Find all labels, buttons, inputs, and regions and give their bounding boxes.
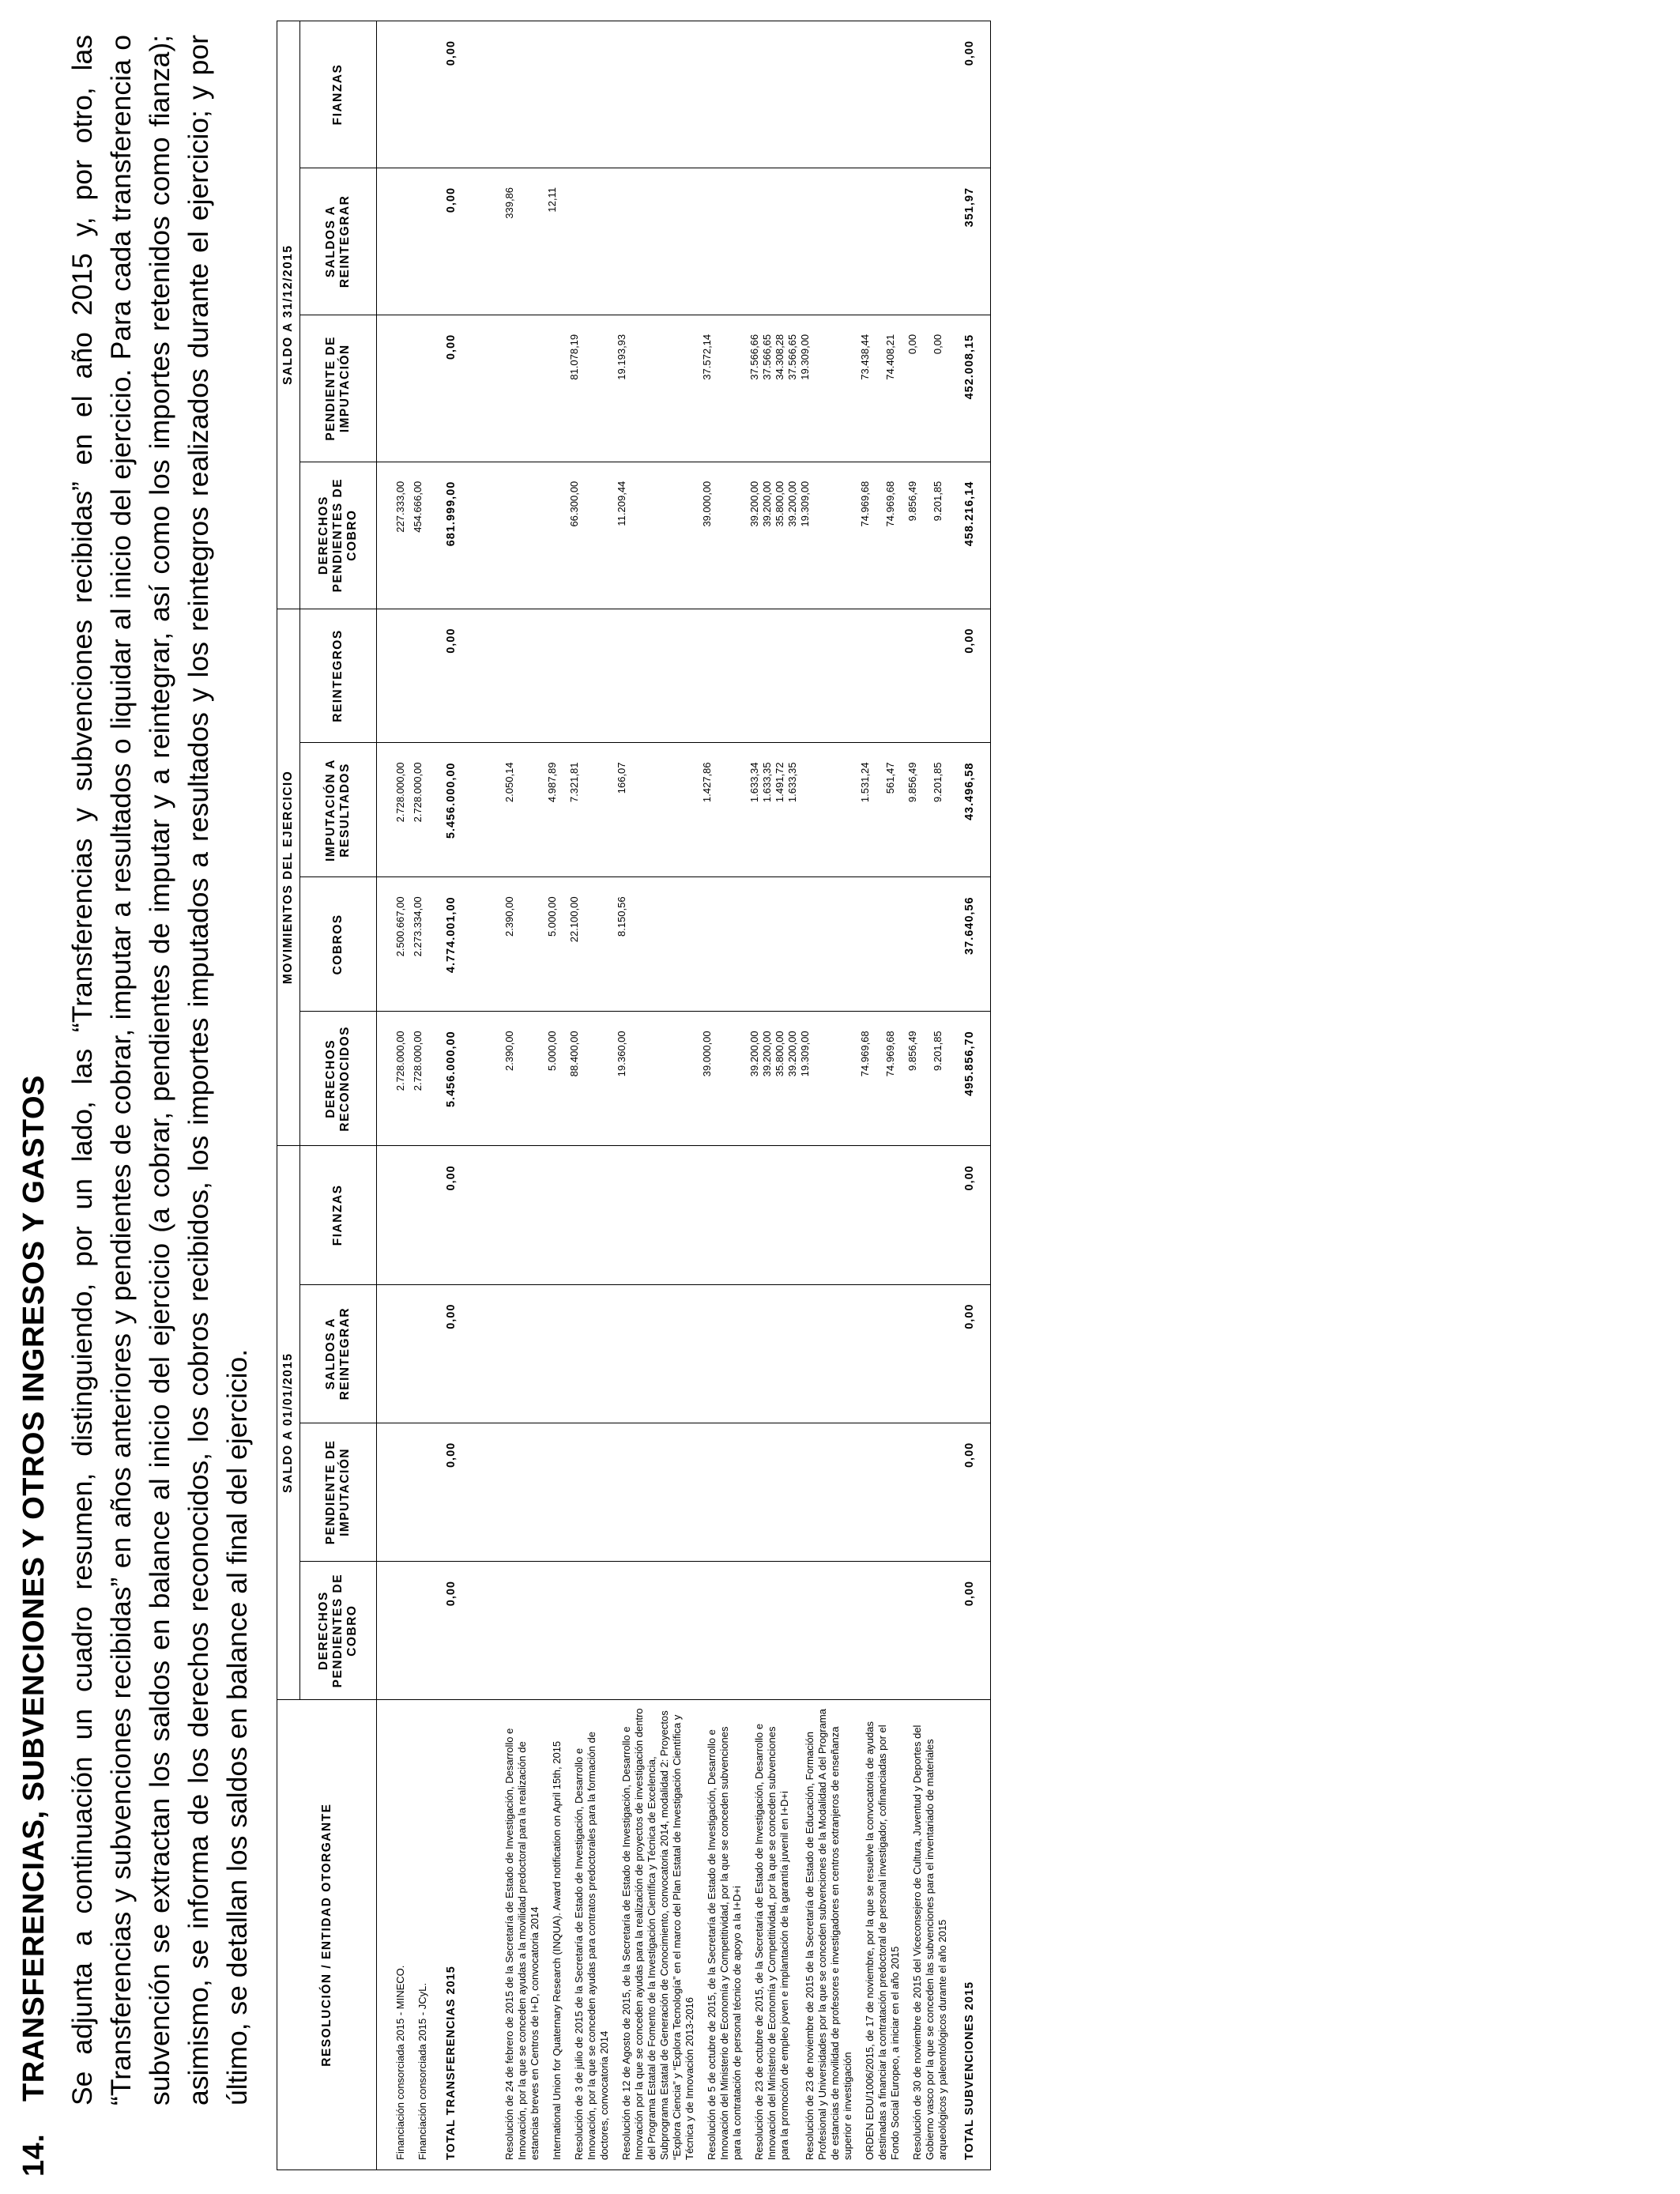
entity-cell: Resolución de 3 de julio de 2015 de la Secretaría de Estado de Investigación, Desarrollo e Innovación, por la que se conceden ayudas para contratos predoctorales para la formación de doctores, convocatoria 2014 <box>568 1700 616 2170</box>
value-cell <box>412 21 434 168</box>
value-cell: 4.774.001,00 <box>434 877 469 1012</box>
value-cell: 39.200,00 39.200,00 35.800,00 39.200,00 <box>748 462 799 609</box>
value-cell: 81.078,19 <box>568 315 616 462</box>
value-cell <box>412 1562 434 1700</box>
column-header: COBROS <box>300 877 377 1012</box>
value-cell: 19.309,00 <box>799 1012 859 1146</box>
value-cell <box>568 1284 616 1423</box>
value-cell: 2.390,00 <box>486 877 546 1012</box>
value-cell <box>799 609 859 743</box>
value-cell <box>701 21 748 168</box>
value-cell: 0,00 <box>434 1562 469 1700</box>
value-cell <box>568 609 616 743</box>
value-cell <box>616 1284 701 1423</box>
value-cell: 454.666,00 <box>412 462 434 609</box>
entity-cell: Resolución de 23 de noviembre de 2015 de la Secretaría de Estado de Educación, Formación Profesional y Universidades por la que se conceden subvenciones de la Modalidad A del Programa de estancias de movilidad de profesores e investigadores en centros extranjeros de enseñanza superior e investigación <box>799 1700 859 2170</box>
value-cell: 0,00 <box>954 1423 991 1561</box>
value-cell <box>412 315 434 462</box>
value-cell <box>906 168 954 315</box>
entity-cell: Financiación consorciada 2015 - MINECO. <box>377 1700 412 2170</box>
value-cell: 2.728.000,00 <box>377 743 412 877</box>
table-row <box>748 21 799 2170</box>
value-cell <box>906 1284 954 1423</box>
value-cell: 66.300,00 <box>568 462 616 609</box>
value-cell <box>377 21 412 168</box>
value-cell <box>799 1146 859 1284</box>
value-cell <box>616 1423 701 1561</box>
total-label: TOTAL SUBVENCIONES 2015 <box>954 1700 991 2170</box>
value-cell: 2.050,14 <box>486 743 546 877</box>
entity-cell: Resolución de 30 de noviembre de 2015 del Viceconsejero de Cultura, Juventud y Deportes del Gobierno vasco por la que se conceden las subvenciones para el inventariado de materiales arqueológicos y paleontológicos durante el año 2015 <box>906 1700 954 2170</box>
value-cell <box>616 168 701 315</box>
value-cell <box>568 1562 616 1700</box>
table-row <box>701 21 748 2170</box>
value-cell: 339,86 <box>486 168 546 315</box>
value-cell: 458.216,14 <box>954 462 991 609</box>
value-cell <box>377 168 412 315</box>
value-cell: 2.500.667,00 <box>377 877 412 1012</box>
column-header: PENDIENTE DE IMPUTACIÓN <box>300 1423 377 1561</box>
value-cell: 37.572,14 <box>701 315 748 462</box>
value-cell <box>412 1284 434 1423</box>
entity-cell: Financiación consorciada 2015 - JCyL. <box>412 1700 434 2170</box>
value-cell <box>377 315 412 462</box>
column-header: DERECHOS PENDIENTES DE COBRO <box>300 462 377 609</box>
value-cell <box>377 1423 412 1561</box>
value-cell: 2.728.000,00 <box>412 1012 434 1146</box>
table-row <box>486 21 546 2170</box>
column-header: DERECHOS PENDIENTES DE COBRO <box>300 1562 377 1700</box>
value-cell: 74.969,68 74.969,68 <box>859 1012 906 1146</box>
entity-cell: ORDEN EDU/1006/2015, de 17 de noviembre, por la que se resuelve la convocatoria de ayudas destinadas a financiar la contratación predoctoral de personal investigador, cofinanciadas por el Fondo Social Europeo, a iniciar en el año 2015 <box>859 1700 906 2170</box>
value-cell <box>486 1284 546 1423</box>
table-row <box>434 21 469 2170</box>
table-row <box>377 21 412 2170</box>
value-cell <box>748 1146 799 1284</box>
value-cell <box>859 1423 906 1561</box>
intro-paragraph: Se adjunta a continuación un cuadro resumen, distinguiendo, por un lado, las “Transferencias y subvenciones recibidas” en el año 2015 y, por otro, las “Transferencias y subvenciones recibidas” en años anteriores y pendientes de cobrar, imputar a resultados o liquidar al inicio del ejercicio. Para cada transferencia o subvención se extractan los saldos en balance al inicio del ejercicio (a cobrar, pendientes de imputar y a reintegrar, así como los importes retenidos como fianza); asimismo, se informa de los derechos reconocidos, los cobros recibidos, los importes imputados a resultados y los reintegros realizados durante el ejercicio; y por último, se detallan los saldos en balance al final del ejercicio. <box>66 35 253 2105</box>
value-cell: 5.456.000,00 <box>434 743 469 877</box>
value-cell <box>486 1562 546 1700</box>
value-cell <box>859 168 906 315</box>
value-cell: 19.309,00 <box>799 315 859 462</box>
value-cell: 9.856,49 9.201,85 <box>906 743 954 877</box>
value-cell <box>616 1562 701 1700</box>
value-cell: 19.193,93 <box>616 315 701 462</box>
value-cell <box>748 168 799 315</box>
value-cell <box>616 1146 701 1284</box>
value-cell: 4.987,89 <box>546 743 568 877</box>
table-row <box>546 21 568 2170</box>
value-cell <box>799 21 859 168</box>
column-header: DERECHOS RECONOCIDOS <box>300 1012 377 1146</box>
value-cell: 0,00 <box>434 1146 469 1284</box>
col-entity-header: RESOLUCIÓN / ENTIDAD OTORGANTE <box>277 1700 377 2170</box>
value-cell: 0,00 0,00 <box>906 315 954 462</box>
value-cell <box>568 168 616 315</box>
value-cell: 37.566,66 37.566,65 34.308,28 37.566,65 <box>748 315 799 462</box>
value-cell <box>701 609 748 743</box>
value-cell <box>748 1423 799 1561</box>
value-cell: 5.000,00 <box>546 877 568 1012</box>
value-cell <box>859 1146 906 1284</box>
entity-cell: Resolución de 23 de octubre de 2015, de la Secretaría de Estado de Investigación, Desarrollo e Innovación del Ministerio de Economía y Competitividad, por la que se conceden subvenciones para la promoción de empleo joven e implantación de la garantía juvenil en I+D+i <box>748 1700 799 2170</box>
column-header: FIANZAS <box>300 1146 377 1284</box>
value-cell: 2.728.000,00 <box>377 1012 412 1146</box>
value-cell <box>799 1423 859 1561</box>
value-cell <box>906 877 954 1012</box>
value-cell <box>859 21 906 168</box>
value-cell <box>546 1562 568 1700</box>
group-saldo-fin-header: SALDO A 31/12/2015 <box>277 21 300 609</box>
value-cell: 0,00 <box>954 21 991 168</box>
value-cell: 9.856,49 9.201,85 <box>906 1012 954 1146</box>
value-cell: 0,00 <box>434 1284 469 1423</box>
value-cell <box>701 1562 748 1700</box>
section-title: TRANSFERENCIAS, SUBVENCIONES Y OTROS INGRESOS Y GASTOS <box>17 1075 51 2102</box>
value-cell: 166,07 <box>616 743 701 877</box>
section-number: 14. <box>17 2133 51 2177</box>
table-row <box>799 21 859 2170</box>
value-cell <box>377 1562 412 1700</box>
value-cell: 0,00 <box>954 609 991 743</box>
value-cell <box>546 1423 568 1561</box>
value-cell: 12,11 <box>546 168 568 315</box>
value-cell <box>412 1423 434 1561</box>
value-cell: 0,00 <box>954 1146 991 1284</box>
value-cell <box>412 1146 434 1284</box>
value-cell: 43.496,58 <box>954 743 991 877</box>
value-cell <box>748 1562 799 1700</box>
value-cell: 0,00 <box>954 1562 991 1700</box>
value-cell: 39.200,00 39.200,00 35.800,00 39.200,00 <box>748 1012 799 1146</box>
value-cell <box>486 462 546 609</box>
table-row <box>906 21 954 2170</box>
value-cell <box>701 1423 748 1561</box>
value-cell: 1.427,86 <box>701 743 748 877</box>
value-cell <box>616 21 701 168</box>
value-cell <box>546 1146 568 1284</box>
value-cell: 2.390,00 <box>486 1012 546 1146</box>
value-cell: 0,00 <box>434 21 469 168</box>
value-cell: 39.000,00 <box>701 462 748 609</box>
value-cell <box>799 1562 859 1700</box>
value-cell <box>568 21 616 168</box>
value-cell <box>906 1562 954 1700</box>
value-cell <box>799 877 859 1012</box>
value-cell <box>906 1423 954 1561</box>
value-cell: 2.273.334,00 <box>412 877 434 1012</box>
value-cell <box>701 1284 748 1423</box>
value-cell <box>486 21 546 168</box>
column-header: SALDOS A REINTEGRAR <box>300 168 377 315</box>
value-cell: 495.856,70 <box>954 1012 991 1146</box>
entity-cell: Resolución de 24 de febrero de 2015 de la Secretaría de Estado de Investigación, Desarrollo e Innovación, por la que se conceden ayudas a la movilidad predoctoral para la realización de estancias breves en Centros de I+D, convocatoria 2014 <box>486 1700 546 2170</box>
value-cell <box>701 168 748 315</box>
value-cell: 227.333,00 <box>377 462 412 609</box>
value-cell: 22.100,00 <box>568 877 616 1012</box>
entity-cell: Resolución de 12 de Agosto de 2015, de la Secretaría de Estado de Investigación, Desarrollo e Innovación por la que se conceden ayudas para la realización de proyectos de investigación dentro del Programa Estatal de Fomento de la Investigación Científica y Técnica de Excelencia, Subprograma Estatal de Generación de Conocimiento, convocatoria 2014, modalidad 2: Proyectos “Explora Ciencia” y “Explora Tecnología” en el marco del Plan Estatal de Investigación Científica y Técnica y de Innovación 2013-2016 <box>616 1700 701 2170</box>
total-label: TOTAL TRANSFERENCIAS 2015 <box>434 1700 469 2170</box>
value-cell <box>799 168 859 315</box>
table-row <box>616 21 701 2170</box>
value-cell <box>412 609 434 743</box>
value-cell <box>546 21 568 168</box>
value-cell: 1.633,34 1.633,35 1.491,72 1.633,35 <box>748 743 799 877</box>
value-cell: 1.531,24 561,47 <box>859 743 906 877</box>
value-cell <box>486 1423 546 1561</box>
value-cell <box>748 877 799 1012</box>
value-cell <box>486 1146 546 1284</box>
value-cell: 0,00 <box>434 315 469 462</box>
value-cell: 0,00 <box>434 1423 469 1561</box>
column-header: FIANZAS <box>300 21 377 168</box>
column-header: SALDOS A REINTEGRAR <box>300 1284 377 1423</box>
value-cell <box>859 1562 906 1700</box>
value-cell <box>748 21 799 168</box>
value-cell: 19.309,00 <box>799 462 859 609</box>
entity-cell: Resolución de 5 de octubre de 2015, de la Secretaría de Estado de Investigación, Desarrollo e Innovación del Ministerio de Economía y Competitividad, por la que se conceden subvenciones para la contratación de personal técnico de apoyo a la I+D+i <box>701 1700 748 2170</box>
value-cell: 0,00 <box>954 1284 991 1423</box>
value-cell: 19.360,00 <box>616 1012 701 1146</box>
value-cell: 5.000,00 <box>546 1012 568 1146</box>
value-cell: 2.728.000,00 <box>412 743 434 877</box>
value-cell: 351,97 <box>954 168 991 315</box>
value-cell: 7.321,81 <box>568 743 616 877</box>
value-cell <box>546 462 568 609</box>
value-cell <box>486 315 546 462</box>
value-cell <box>748 609 799 743</box>
value-cell: 11.209,44 <box>616 462 701 609</box>
value-cell <box>377 1284 412 1423</box>
value-cell <box>546 609 568 743</box>
entity-cell: International Union for Quaternary Research (INQUA). Award notification on April 15th, 2015 <box>546 1700 568 2170</box>
table-row <box>954 21 991 2170</box>
value-cell: 0,00 <box>434 168 469 315</box>
value-cell <box>486 609 546 743</box>
table-row <box>412 21 434 2170</box>
value-cell <box>906 21 954 168</box>
value-cell: 39.000,00 <box>701 1012 748 1146</box>
value-cell: 452.008,15 <box>954 315 991 462</box>
column-header: IMPUTACIÓN A RESULTADOS <box>300 743 377 877</box>
value-cell: 9.856,49 9.201,85 <box>906 462 954 609</box>
value-cell: 88.400,00 <box>568 1012 616 1146</box>
value-cell: 5.456.000,00 <box>434 1012 469 1146</box>
value-cell: 74.969,68 74.969,68 <box>859 462 906 609</box>
value-cell <box>748 1284 799 1423</box>
group-saldo-inicio-header: SALDO A 01/01/2015 <box>277 1146 300 1700</box>
value-cell <box>799 1284 859 1423</box>
group-movimientos-header: MOVIMIENTOS DEL EJERCICIO <box>277 609 300 1146</box>
section-heading <box>17 1075 51 2177</box>
value-cell <box>701 1146 748 1284</box>
value-cell <box>616 609 701 743</box>
table-row <box>859 21 906 2170</box>
value-cell <box>906 1146 954 1284</box>
subsidies-table <box>277 21 991 2170</box>
value-cell: 0,00 <box>434 609 469 743</box>
value-cell <box>799 743 859 877</box>
column-header: REINTEGROS <box>300 609 377 743</box>
value-cell <box>568 1146 616 1284</box>
value-cell: 73.438,44 74.408,21 <box>859 315 906 462</box>
value-cell <box>906 609 954 743</box>
column-header: PENDIENTE DE IMPUTACIÓN <box>300 315 377 462</box>
value-cell <box>859 877 906 1012</box>
value-cell <box>412 168 434 315</box>
value-cell <box>701 877 748 1012</box>
value-cell <box>377 1146 412 1284</box>
value-cell: 681.999,00 <box>434 462 469 609</box>
value-cell <box>859 609 906 743</box>
table-row <box>568 21 616 2170</box>
value-cell: 37.640,56 <box>954 877 991 1012</box>
value-cell <box>546 315 568 462</box>
value-cell: 8.150,56 <box>616 877 701 1012</box>
value-cell <box>546 1284 568 1423</box>
value-cell <box>377 609 412 743</box>
value-cell <box>568 1423 616 1561</box>
value-cell <box>859 1284 906 1423</box>
spacer-row <box>469 21 486 2170</box>
